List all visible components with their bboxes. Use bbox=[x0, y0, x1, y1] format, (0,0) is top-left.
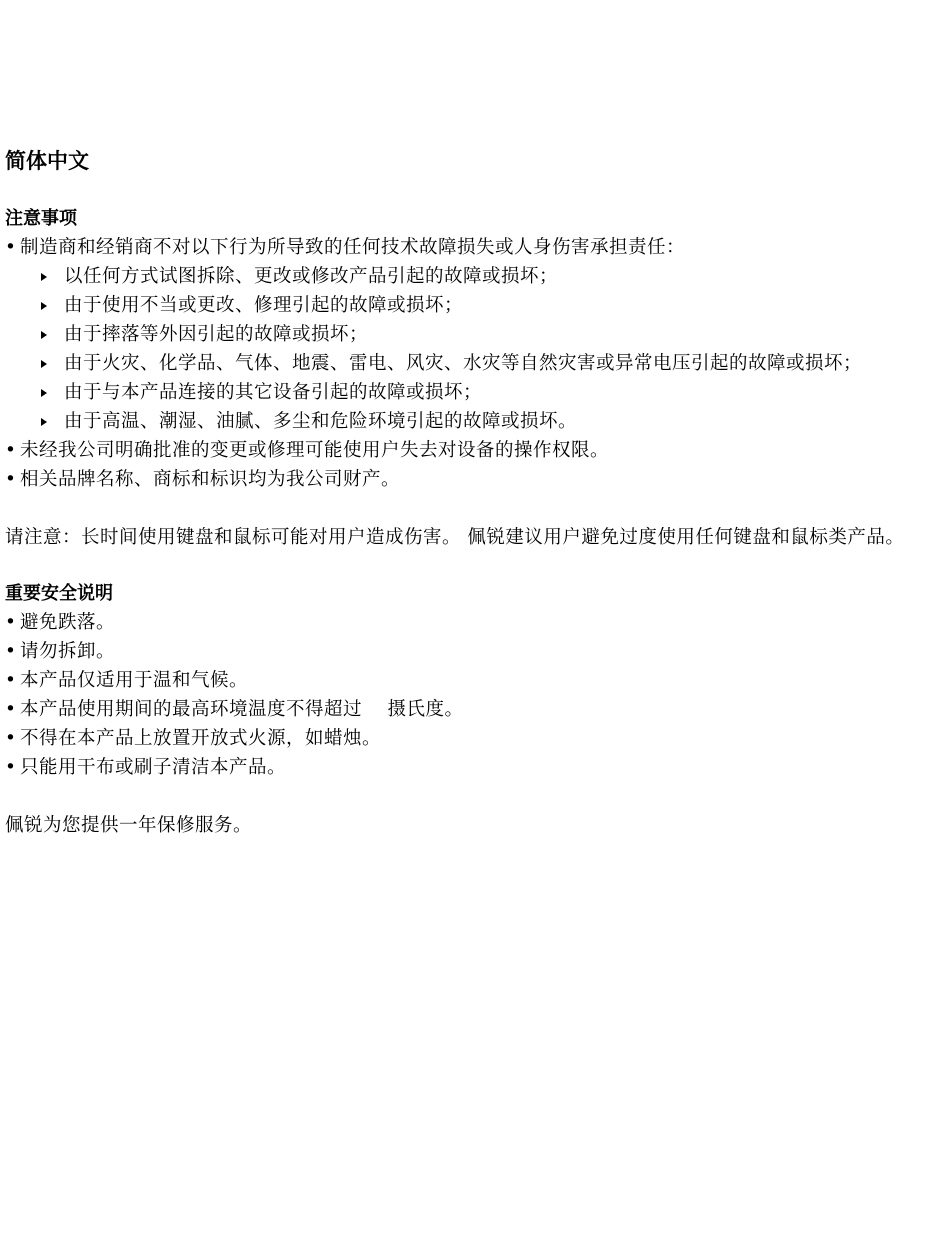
bullet-dot: • bbox=[5, 237, 17, 258]
liability-exclusions-list bbox=[20, 262, 945, 436]
health-warning-text: 请注意：长时间使用键盘和鼠标可能对用户造成伤害。 佩锐建议用户避免过度使用任何键盘和鼠标类产品。 bbox=[5, 527, 905, 548]
safety-item: • 请勿拆卸。 bbox=[5, 637, 945, 666]
safety-item: • 避免跌落。 bbox=[5, 608, 945, 637]
bullet-dot: • bbox=[5, 641, 17, 662]
safety-list bbox=[5, 608, 945, 782]
exclusion-item: 由于与本产品连接的其它设备引起的故障或损坏； bbox=[34, 378, 945, 407]
notice-heading: 注意事项 bbox=[5, 208, 77, 229]
safety-item: • 不得在本产品上放置开放式火源，如蜡烛。 bbox=[5, 724, 945, 753]
bullet-dot: • bbox=[5, 612, 17, 633]
exclusion-item: 以任何方式试图拆除、更改或修改产品引起的故障或损坏； bbox=[34, 262, 945, 291]
exclusion-item: 由于火灾、化学品、气体、地震、雷电、风灾、水灾等自然灾害或异常电压引起的故障或损坏； bbox=[34, 349, 945, 378]
safety-heading: 重要安全说明 bbox=[5, 583, 113, 604]
manual-page bbox=[5, 146, 945, 840]
bullet-dot: • bbox=[5, 440, 17, 461]
exclusion-item: 由于使用不当或更改、修理引起的故障或损坏； bbox=[34, 291, 945, 320]
notice-bullet-item: • 相关品牌名称、商标和标识均为我公司财产。 bbox=[5, 465, 945, 494]
exclusion-item: 由于摔落等外因引起的故障或损坏； bbox=[34, 320, 945, 349]
notice-bullet-item: • 未经我公司明确批准的变更或修理可能使用户失去对设备的操作权限。 bbox=[5, 436, 945, 465]
exclusion-item: 由于高温、潮湿、油腻、多尘和危险环境引起的故障或损坏。 bbox=[34, 407, 945, 436]
triangle-bullet-icon bbox=[41, 331, 47, 339]
warranty-text: 佩锐为您提供一年保修服务。 bbox=[5, 815, 253, 836]
bullet-dot: • bbox=[5, 670, 17, 691]
safety-item: • 本产品仅适用于温和气候。 bbox=[5, 666, 945, 695]
bullet-dot: • bbox=[5, 728, 17, 749]
safety-item: • 本产品使用期间的最高环境温度不得超过 摄氏度。 bbox=[5, 695, 945, 724]
triangle-bullet-icon bbox=[41, 360, 47, 368]
triangle-bullet-icon bbox=[41, 302, 47, 310]
bullet-dot: • bbox=[5, 757, 17, 778]
bullet-dot: • bbox=[5, 469, 17, 490]
language-title: 简体中文 bbox=[5, 149, 89, 173]
triangle-bullet-icon bbox=[41, 389, 47, 397]
safety-item: • 只能用干布或刷子清洁本产品。 bbox=[5, 753, 945, 782]
triangle-bullet-icon bbox=[41, 418, 47, 426]
bullet-dot: • bbox=[5, 699, 17, 720]
notice-list bbox=[5, 233, 945, 494]
triangle-bullet-icon bbox=[41, 273, 47, 281]
notice-intro-item bbox=[5, 233, 945, 436]
notice-intro-text: 制造商和经销商不对以下行为所导致的任何技术故障损失或人身伤害承担责任： bbox=[20, 237, 686, 258]
